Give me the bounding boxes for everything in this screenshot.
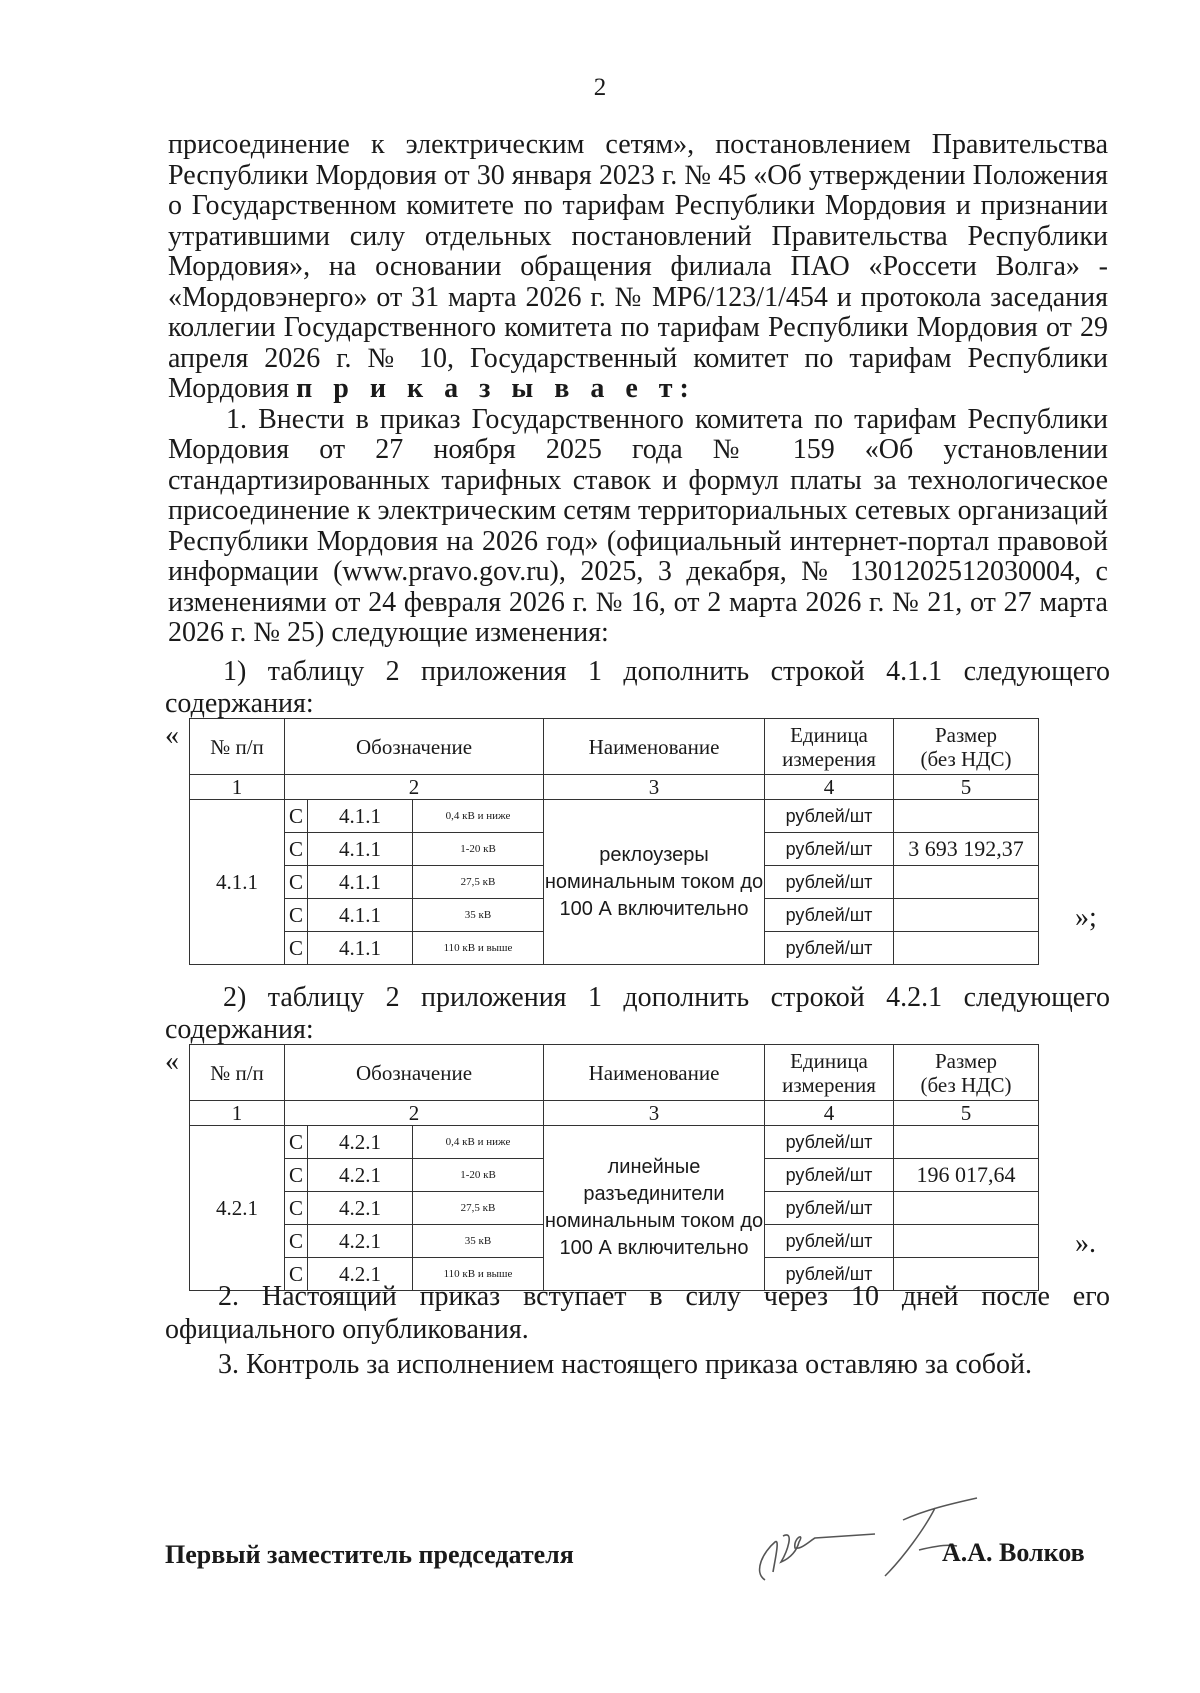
row-voltage: 27,5 кВ (413, 866, 544, 899)
quote-close: »; (1075, 902, 1097, 933)
table2 (189, 1044, 1039, 1291)
col-index-3: 3 (544, 775, 765, 800)
table2-intro: 2) таблицу 2 приложения 1 дополнить строкой 4.2.1 следующего содержания: (165, 982, 1110, 1045)
row-unit: рублей/шт (765, 800, 894, 833)
row-letter: С (285, 932, 308, 965)
row-code: 4.2.1 (308, 1225, 413, 1258)
header-designation: Обозначение (285, 1045, 544, 1101)
row-number: 4.1.1 (190, 800, 285, 965)
header-name: Наименование (544, 1045, 765, 1101)
header-size-line1: Размер (934, 1048, 998, 1073)
header-unit-line1: Единица (790, 1048, 868, 1073)
header-size (894, 719, 1039, 775)
col-index-3: 3 (544, 1101, 765, 1126)
header-size-line2: (без НДС) (920, 1072, 1012, 1097)
intro-paragraph (168, 130, 1108, 405)
table-row (190, 800, 1039, 833)
row-value (894, 800, 1039, 833)
row-letter: С (285, 1225, 308, 1258)
row-letter: С (285, 899, 308, 932)
row-voltage: 35 кВ (413, 899, 544, 932)
col-index-4: 4 (765, 775, 894, 800)
header-unit-line2: измерения (782, 1072, 876, 1097)
row-letter: С (285, 1126, 308, 1159)
row-name: линейные разъединители номинальным током до 100 А включительно (544, 1126, 765, 1291)
row-name: реклоузеры номинальным током до 100 А включительно (544, 800, 765, 965)
row-number: 4.2.1 (190, 1126, 285, 1291)
row-value (894, 1192, 1039, 1225)
signer-title: Первый заместитель председателя (165, 1540, 574, 1569)
header-unit-line1: Единица (790, 722, 868, 747)
row-unit: рублей/шт (765, 1258, 894, 1291)
header-num: № п/п (190, 1045, 285, 1101)
quote-open: « (165, 720, 179, 751)
row-voltage: 110 кВ и выше (413, 1258, 544, 1291)
header-name: Наименование (544, 719, 765, 775)
row-code: 4.2.1 (308, 1126, 413, 1159)
header-designation: Обозначение (285, 719, 544, 775)
intro-text: присоединение к электрическим сетям», постановлением Правительства Республики Мордовия от 30 января 2023 г. № 45 «Об утверждении Положения о Государственном комитете по тарифам Республики Мордовия и признании утратившими силу отдельных постановлений Правительства Республики Мордовия», на основании обращения филиала ПАО «Россети Волга» - «Мордовэнерго» от 31 марта 2026 г. № МР6/123/1/454 и протокола заседания коллегии Государственного комитета по тарифам Республики Мордовия от 29 апреля 2026 г. № 10, Государственный комитет по тарифам Республики Мордовия (168, 129, 1108, 404)
item-1-paragraph: 1. Внести в приказ Государственного комитета по тарифам Республики Мордовия от 27 ноября 2025 года № 159 «Об установлении стандартизированных тарифных ставок и формул платы за технологическое присоединение к электрическим сетям территориальных сетевых организаций Республики Мордовия на 2026 год» (официальный интернет-портал правовой информации (www.pravo.gov.ru), 2025, 3 декабря, № 1301202512030004, с изменениями от 24 февраля 2026 г. № 16, от 2 марта 2026 г. № 21, от 27 марта 2026 г. № 25) следующие изменения: (168, 403, 1108, 648)
row-value: 3 693 192,37 (894, 833, 1039, 866)
row-unit: рублей/шт (765, 833, 894, 866)
row-unit: рублей/шт (765, 1159, 894, 1192)
header-size-line1: Размер (934, 722, 998, 747)
item-2-paragraph: 2. Настоящий приказ вступает в силу через 10 дней после его официального опубликования. (165, 1281, 1110, 1345)
row-code: 4.1.1 (308, 866, 413, 899)
row-voltage: 0,4 кВ и ниже (413, 1126, 544, 1159)
row-letter: С (285, 800, 308, 833)
row-code: 4.1.1 (308, 932, 413, 965)
header-size-line2: (без НДС) (920, 746, 1012, 771)
row-code: 4.1.1 (308, 800, 413, 833)
row-unit: рублей/шт (765, 1192, 894, 1225)
row-letter: С (285, 833, 308, 866)
row-voltage: 110 кВ и выше (413, 932, 544, 965)
row-letter: С (285, 1192, 308, 1225)
row-value: 196 017,64 (894, 1159, 1039, 1192)
row-value (894, 866, 1039, 899)
col-index-5: 5 (894, 1101, 1039, 1126)
row-voltage: 0,4 кВ и ниже (413, 800, 544, 833)
row-voltage: 1-20 кВ (413, 833, 544, 866)
header-unit (765, 1045, 894, 1101)
table1-intro: 1) таблицу 2 приложения 1 дополнить строкой 4.1.1 следующего содержания: (165, 656, 1110, 719)
quote-open: « (165, 1046, 179, 1077)
row-unit: рублей/шт (765, 1126, 894, 1159)
row-letter: С (285, 866, 308, 899)
row-value (894, 1126, 1039, 1159)
row-voltage: 27,5 кВ (413, 1192, 544, 1225)
body-text (168, 130, 1108, 649)
col-index-2: 2 (285, 775, 544, 800)
header-unit (765, 719, 894, 775)
prikazyvaet-word: п р и к а з ы в а е т: (296, 373, 696, 404)
item-3-paragraph: 3. Контроль за исполнением настоящего приказа оставляю за собой. (218, 1349, 1033, 1380)
quote-close: ». (1075, 1228, 1096, 1259)
header-size (894, 1045, 1039, 1101)
table-row (190, 1126, 1039, 1159)
col-index-1: 1 (190, 775, 285, 800)
row-letter: С (285, 1258, 308, 1291)
row-unit: рублей/шт (765, 932, 894, 965)
row-value (894, 899, 1039, 932)
row-unit: рублей/шт (765, 1225, 894, 1258)
col-index-4: 4 (765, 1101, 894, 1126)
page-number: 2 (593, 74, 607, 101)
header-num: № п/п (190, 719, 285, 775)
table2-block (165, 982, 1110, 1286)
col-index-1: 1 (190, 1101, 285, 1126)
row-code: 4.1.1 (308, 833, 413, 866)
row-code: 4.2.1 (308, 1159, 413, 1192)
row-code: 4.1.1 (308, 899, 413, 932)
row-unit: рублей/шт (765, 866, 894, 899)
row-voltage: 1-20 кВ (413, 1159, 544, 1192)
row-unit: рублей/шт (765, 899, 894, 932)
table1-block (165, 656, 1110, 960)
row-code: 4.2.1 (308, 1192, 413, 1225)
row-code: 4.2.1 (308, 1258, 413, 1291)
row-value (894, 932, 1039, 965)
row-voltage: 35 кВ (413, 1225, 544, 1258)
row-letter: С (285, 1159, 308, 1192)
col-index-2: 2 (285, 1101, 544, 1126)
col-index-5: 5 (894, 775, 1039, 800)
header-unit-line2: измерения (782, 746, 876, 771)
row-value (894, 1225, 1039, 1258)
signer-name: А.А. Волков (942, 1538, 1085, 1567)
table1 (189, 718, 1039, 965)
